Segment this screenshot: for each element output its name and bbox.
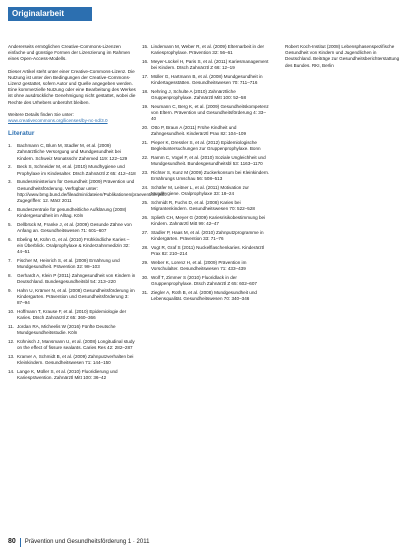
reference-item <box>8 273 136 285</box>
reference-number: 22. <box>142 155 149 161</box>
reference-text: Kramer A, Schmidt B, et al. (2009) Zahnputzverhalten bei Kleinkindern. Gesundheitswesen 71: 144–150 <box>17 354 134 366</box>
journal-name: Prävention und Gesundheitsförderung 1 · 2011 <box>24 539 150 545</box>
reference-item <box>142 230 270 242</box>
reference-item <box>8 354 136 366</box>
reference-item <box>142 215 270 227</box>
column-middle <box>142 44 270 305</box>
reference-number: 26. <box>142 215 149 221</box>
intro-paragraph: Dieser Artikel steht unter einer Creative-Commons-Lizenz. Die Nutzung ist unter den Bedingungen der Creative-Commons-Lizenz gestattet, sofern Autor und Quelle angegeben werden. Eine kommerzielle Nutzung oder eine Bearbeitung des Werkes ist ohne ausdrückliche Genehmigung nicht gestattet, wobei die Rechte des Urhebers unberührt bleiben. <box>8 68 136 105</box>
reference-number: 4. <box>8 206 12 212</box>
reference-list <box>276 44 404 69</box>
reference-item <box>142 275 270 287</box>
reference-text: Weber K, Lorenz H, et al. (2009) Prävention im Vorschulalter. Gesundheitswesen 71: 433–439 <box>151 260 247 272</box>
reference-text: Splieth CH, Meyer G (2009) Kariesrisikobestimmung bei Kindern. Zahnärztl Mitt 99: 42–47 <box>151 215 266 227</box>
reference-number: 19. <box>142 104 149 109</box>
intro-paragraph: Andererseits ermöglichen Creative-Commons-Lizenzen einfache und günstige Formen der Lizenzierung im Rahmen eines Open-Access-Modells. <box>8 44 131 62</box>
reference-item <box>8 164 136 176</box>
reference-item <box>8 143 136 162</box>
reference-text: Pieper K, Dressler S, et al. (2012) Epidemiologische Begleituntersuchungen zur Gruppenprophylaxe. Bonn <box>151 140 261 152</box>
reference-text: Gerhardt A, Klein P (2011) Zahngesundheit von Kindern in Deutschland. Bundesgesundheitsbl 54: 213–220 <box>17 273 136 285</box>
reference-text: Dellbrück M, Franke J, et al. (2009) Gesunde Zähne von Anfang an. Gesundheitswesen 71: 601–607 <box>17 221 132 234</box>
intro-paragraph-text: Weitere Details finden Sie unter: <box>8 111 74 117</box>
reference-number: 16. <box>142 59 149 64</box>
reference-item <box>8 324 136 336</box>
reference-text: Robert Koch-Institut (2008) Lebensphasenspezifische Gesundheit von Kindern und Jugendlichen in Deutschland. Beiträge zur Gesundheitsberichterstattung des Bundes. RKI, Berlin <box>285 44 400 68</box>
reference-text: Bachmann C, Blum M, Stadler M, et al. (2009) Zahnärztliche Versorgung und Mundgesundheit bei Kindern. Schweiz Monatsschr Zahnmed 119: 122–129 <box>17 143 128 161</box>
reference-text: Stadler P, Haas M, et al. (2010) Zahnputzprogramme in Kindergärten. Prävention 33: 71–76 <box>151 230 264 242</box>
reference-text: Kühnisch J, Mansmann U, et al. (2008) Longitudinal study on the effect of fissure sealants. Caries Res 42: 282–287 <box>17 339 135 351</box>
reference-item <box>8 207 136 219</box>
reference-item <box>8 237 136 256</box>
reference-text: Bundesministerium für Gesundheit (2009) Prävention und Gesundheitsförderung. Verfügbar unter: http://www.bmg.bund.de/fileadmin/dateien/Publikationen/praevention.pdf. Zugegriffen: 12. März 2011 <box>17 179 166 204</box>
reference-text: Fischer M, Heinrich S, et al. (2009) Ernährung und Mundgesundheit. Prävention 32: 98–103 <box>17 258 120 270</box>
reference-number: 5. <box>8 221 12 227</box>
intro-text <box>8 44 136 124</box>
reference-text: Ramm C, Vogel F, et al. (2010) Soziale Ungleichheit und Mundgesundheit. Bundesgesundheitsbl 53: 1163–1170 <box>151 155 266 167</box>
column-right <box>276 44 404 71</box>
reference-item <box>8 339 136 351</box>
reference-number: 30. <box>142 275 149 281</box>
page-number: 80 <box>8 538 16 545</box>
reference-text: Lindemann M, Weber R, et al. (2009) Elternarbeit in der Kariesprophylaxe. Prävention 32: 56–61 <box>151 44 265 56</box>
reference-number: 18. <box>142 89 149 94</box>
reference-item <box>142 200 270 212</box>
license-link[interactable]: www.creativecommons.org/licenses/by-nc-nd/3.0 <box>8 118 108 124</box>
reference-number: 29. <box>142 260 149 266</box>
reference-item <box>142 74 270 86</box>
reference-text: Hoffmann T, Krause F, et al. (2010) Epidemiologie der Karies. Dtsch Zahnärztl Z 65: 360–366 <box>17 309 127 321</box>
reference-number: 3. <box>8 179 12 185</box>
reference-text: Vogt R, Graf S (2011) Nuckelflaschenkaries. Kinderärztl Prax 82: 210–214 <box>151 245 265 257</box>
page-footer <box>8 537 149 547</box>
reference-item <box>142 185 270 197</box>
intro-paragraph <box>8 112 136 124</box>
reference-text: Richter S, Kunz M (2009) Zuckerkonsum bei Kleinkindern. Ernährungs Umschau 56: 508–513 <box>151 170 270 182</box>
references-heading: Literatur <box>8 130 35 138</box>
reference-item <box>142 245 270 257</box>
reference-number <box>276 44 285 69</box>
reference-number: 24. <box>142 185 149 191</box>
reference-item <box>8 222 136 234</box>
reference-item <box>142 260 270 272</box>
reference-number: 7. <box>8 258 12 264</box>
reference-number: 17. <box>142 74 149 79</box>
reference-text: Beck S, Schneider M, et al. (2010) Mundhygiene und Prophylaxe im Kindesalter. Dtsch Zahnärztl Z 65: 412–418 <box>17 164 136 176</box>
reference-number: 13. <box>8 354 15 360</box>
reference-number: 2. <box>8 164 12 170</box>
reference-list <box>142 44 270 303</box>
reference-text: Schmidt R, Fuchs D, et al. (2008) Karies bei Migrantenkindern. Gesundheitswesen 70: 522–528 <box>151 200 255 212</box>
reference-item <box>142 140 270 152</box>
reference-number: 1. <box>8 143 12 149</box>
reference-number: 10. <box>8 309 15 315</box>
reference-text: Wolf T, Zimmer S (2010) Fluoridlack in der Gruppenprophylaxe. Dtsch Zahnärztl Z 65: 602–607 <box>151 275 257 287</box>
reference-text: Ebeling M, Kühn G, et al. (2010) Frühkindliche Karies – ein Überblick. Oralprophylaxe & Kinderzahnmedizin 32: 44–51 <box>17 236 130 255</box>
reference-number: 28. <box>142 245 149 251</box>
reference-item <box>142 170 270 182</box>
reference-item <box>142 89 270 101</box>
reference-number: 11. <box>8 324 15 330</box>
reference-text: Jordan RA, Micheelis W (2016) Fünfte Deutsche Mundgesundheitsstudie. Köln <box>17 324 116 336</box>
reference-text: Neumann C, Berg K, et al. (2009) Gesundheitskompetenz von Eltern. Prävention und Gesundheitsförderung 4: 33–40 <box>151 104 269 122</box>
reference-text: Otto P, Braun A (2011) Frühe Kindheit und Zahngesundheit. Kinderärztl Prax 82: 104–109 <box>151 125 247 137</box>
reference-item <box>142 155 270 167</box>
reference-text: Hahn U, Krämer N, et al. (2008) Gesundheitsförderung im Kindergarten. Prävention und Gesundheitsförderung 3: 87–94 <box>17 288 135 306</box>
reference-number: 27. <box>142 230 149 236</box>
reference-item <box>8 369 136 381</box>
reference-number: 14. <box>8 369 15 375</box>
reference-number: 15. <box>142 44 149 49</box>
reference-text: Schäfer M, Leitner L, et al. (2011) Motivation zur Mundhygiene. Oralprophylaxe 33: 18–24 <box>151 185 249 197</box>
reference-text: Nehring J, Schulte A (2010) Zahnärztliche Gruppenprophylaxe. Zahnärztl Mitt 100: 52–58 <box>151 89 246 101</box>
reference-text: Müller G, Hartmann B, et al. (2008) Mundgesundheit in Kindertagesstätten. Gesundheitswesen 70: 711–716 <box>151 74 263 86</box>
article-type-tag: Originalarbeit <box>8 7 92 21</box>
reference-item <box>142 290 270 302</box>
reference-item <box>142 104 270 123</box>
reference-item <box>8 258 136 270</box>
reference-number: 6. <box>8 236 12 242</box>
reference-number: 21. <box>142 140 149 146</box>
reference-item <box>8 309 136 321</box>
reference-item <box>142 44 270 56</box>
reference-number: 9. <box>8 288 12 294</box>
reference-text: Lange K, Müller S, et al. (2010) Fluoridierung und Kariesprävention. Zahnärztl Mitt 100: 36–42 <box>17 369 118 381</box>
reference-number: 31. <box>142 290 149 296</box>
reference-number: 12. <box>8 339 15 345</box>
reference-number: 20. <box>142 125 149 131</box>
reference-text: Ziegler A, Roth B, et al. (2008) Mundgesundheit und Lebensqualität. Gesundheitswesen 70: 340–346 <box>151 290 257 302</box>
reference-text: Meyer-Lückel H, Paris S, et al. (2011) Kariesmanagement bei Kindern. Dtsch Zahnärztl Z 66: 12–19 <box>151 59 269 71</box>
reference-item <box>8 288 136 307</box>
reference-number: 23. <box>142 170 149 176</box>
reference-item <box>276 44 404 69</box>
reference-text: Bundeszentrale für gesundheitliche Aufklärung (2008) Kindergesundheit im Alltag. Köln <box>17 206 127 219</box>
reference-number: 8. <box>8 273 12 279</box>
reference-item <box>142 59 270 71</box>
reference-item <box>142 125 270 137</box>
reference-number: 25. <box>142 200 149 206</box>
footer-divider <box>20 538 21 547</box>
